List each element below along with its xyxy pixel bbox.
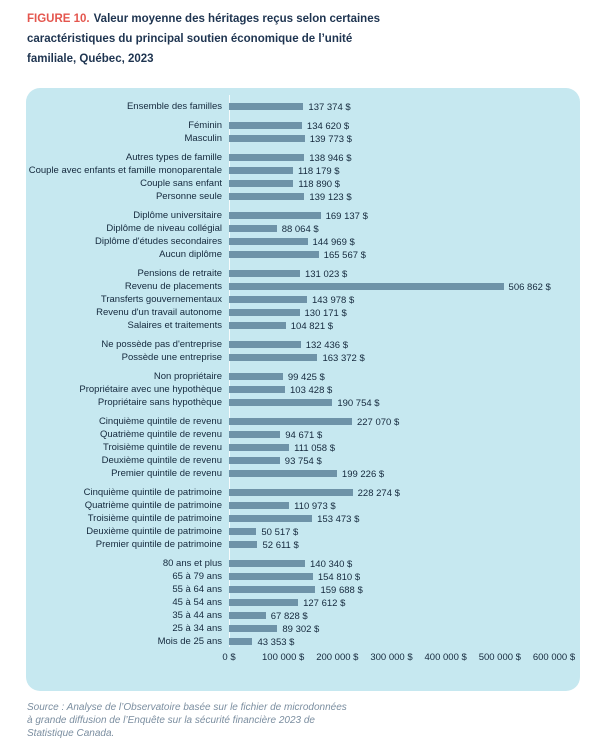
- bar: [229, 586, 315, 593]
- bar-group: [26, 486, 580, 551]
- bar-row: [26, 570, 580, 583]
- bar-row: [26, 132, 580, 145]
- bar-area: [229, 132, 580, 145]
- bar-area: [229, 267, 580, 280]
- value-label: 127 612 $: [303, 597, 346, 609]
- figure-title-line-3: familiale, Québec, 2023: [27, 53, 154, 65]
- figure-title: [27, 9, 380, 69]
- category-label: 80 ans et plus: [162, 558, 222, 569]
- category-label: Couple avec enfants et famille monoparentale: [28, 165, 222, 176]
- bar-area: [229, 235, 580, 248]
- bar-area: [229, 512, 580, 525]
- bar-area: [229, 428, 580, 441]
- bar: [229, 322, 286, 329]
- value-label: 153 473 $: [317, 513, 360, 525]
- bar-row: [26, 622, 580, 635]
- bar: [229, 560, 305, 567]
- bar: [229, 154, 304, 161]
- bar: [229, 193, 304, 200]
- bar-row: [26, 635, 580, 648]
- bar-group: [26, 415, 580, 480]
- source-line-3: Statistique Canada.: [27, 728, 115, 739]
- bar-area: [229, 525, 580, 538]
- bar: [229, 251, 319, 258]
- category-label: Mois de 25 ans: [157, 636, 222, 647]
- bar-row: [26, 383, 580, 396]
- value-label: 139 773 $: [309, 133, 352, 145]
- bar: [229, 354, 317, 361]
- bar-group: [26, 370, 580, 409]
- bar-area: [229, 415, 580, 428]
- figure-title-line-1: [27, 9, 380, 29]
- value-label: 139 123 $: [309, 191, 352, 203]
- bar: [229, 444, 289, 451]
- bar-plot: [26, 100, 580, 648]
- value-label: 163 372 $: [322, 352, 365, 364]
- bar-row: [26, 596, 580, 609]
- bar: [229, 341, 301, 348]
- bar-row: [26, 235, 580, 248]
- category-label: Deuxième quintile de patrimoine: [86, 526, 222, 537]
- x-axis-tick-label: 200 000 $: [316, 652, 359, 663]
- bar-row: [26, 583, 580, 596]
- bar-row: [26, 467, 580, 480]
- bar: [229, 225, 277, 232]
- bar: [229, 638, 252, 645]
- bar: [229, 167, 293, 174]
- bar-area: [229, 319, 580, 332]
- category-label: Aucun diplôme: [159, 249, 222, 260]
- category-label: 35 à 44 ans: [172, 610, 222, 621]
- bar-area: [229, 338, 580, 351]
- bar: [229, 122, 302, 129]
- bar-group: [26, 338, 580, 364]
- category-label: Non propriétaire: [153, 371, 222, 382]
- category-label: Personne seule: [155, 191, 222, 202]
- category-label: Diplôme universitaire: [133, 210, 222, 221]
- category-label: Autres types de famille: [125, 152, 222, 163]
- bar-area: [229, 486, 580, 499]
- value-label: 138 946 $: [309, 152, 352, 164]
- category-label: Premier quintile de revenu: [111, 468, 222, 479]
- bar-row: [26, 454, 580, 467]
- category-label: Quatrième quintile de patrimoine: [84, 500, 222, 511]
- source-line-1: Source : Analyse de l’Observatoire basée sur le fichier de microdonnées: [27, 702, 347, 713]
- bar-area: [229, 209, 580, 222]
- bar: [229, 541, 257, 548]
- bar-area: [229, 100, 580, 113]
- bar-area: [229, 609, 580, 622]
- value-label: 88 064 $: [281, 223, 319, 235]
- category-label: Propriétaire sans hypothèque: [97, 397, 222, 408]
- bar-row: [26, 557, 580, 570]
- bar-area: [229, 583, 580, 596]
- bar: [229, 270, 300, 277]
- bar-area: [229, 370, 580, 383]
- bar: [229, 612, 266, 619]
- bar-group: [26, 557, 580, 648]
- bar-area: [229, 622, 580, 635]
- bar-area: [229, 351, 580, 364]
- x-axis-tick-label: 0 $: [222, 652, 236, 663]
- value-label: 110 973 $: [294, 500, 336, 512]
- bar: [229, 309, 300, 316]
- category-label: 45 à 54 ans: [172, 597, 222, 608]
- bar: [229, 515, 312, 522]
- source-line-2: à grande diffusion de l’Enquête sur la sécurité financière 2023 de: [27, 715, 315, 726]
- bar: [229, 373, 283, 380]
- chart-panel: [26, 88, 580, 691]
- bar: [229, 238, 308, 245]
- figure-title-line-2: caractéristiques du principal soutien économique de l’unité: [27, 33, 353, 45]
- value-label: 130 171 $: [304, 307, 347, 319]
- bar: [229, 212, 321, 219]
- figure-number-label: FIGURE 10.: [27, 13, 90, 25]
- value-label: 165 567 $: [323, 249, 366, 261]
- figure-title-text: Valeur moyenne des héritages reçus selon certaines: [93, 13, 380, 25]
- bar-area: [229, 306, 580, 319]
- bar-row: [26, 609, 580, 622]
- bar-row: [26, 119, 580, 132]
- bar-area: [229, 383, 580, 396]
- category-label: Salaires et traitements: [127, 320, 222, 331]
- bar: [229, 386, 285, 393]
- bar-area: [229, 596, 580, 609]
- source-note: [27, 701, 347, 740]
- value-label: 143 978 $: [311, 294, 355, 306]
- bar: [229, 283, 504, 290]
- bar-row: [26, 190, 580, 203]
- category-label: Transferts gouvernementaux: [100, 294, 222, 305]
- bar-row: [26, 267, 580, 280]
- bar: [229, 296, 307, 303]
- bar-area: [229, 164, 580, 177]
- x-axis-tick-label: 500 000 $: [478, 652, 521, 663]
- x-axis-tick-label: 400 000 $: [424, 652, 467, 663]
- bar: [229, 431, 280, 438]
- bar-area: [229, 248, 580, 261]
- bar-row: [26, 338, 580, 351]
- bar-area: [229, 467, 580, 480]
- bar-row: [26, 441, 580, 454]
- value-label: 103 428 $: [290, 384, 333, 396]
- value-label: 140 340 $: [310, 558, 353, 570]
- value-label: 104 821 $: [290, 320, 334, 332]
- bar: [229, 599, 298, 606]
- x-axis-tick-label: 600 000 $: [532, 652, 576, 663]
- value-label: 67 828 $: [270, 610, 308, 622]
- bar-row: [26, 525, 580, 538]
- bar-area: [229, 499, 580, 512]
- bar-area: [229, 635, 580, 648]
- bar-area: [229, 557, 580, 570]
- bar-row: [26, 293, 580, 306]
- value-label: 227 070 $: [356, 416, 400, 428]
- bar: [229, 135, 305, 142]
- bar-row: [26, 486, 580, 499]
- category-label: Possède une entreprise: [121, 352, 222, 363]
- bar-row: [26, 248, 580, 261]
- category-label: Ensemble des familles: [126, 101, 222, 112]
- bar-area: [229, 293, 580, 306]
- value-label: 118 890 $: [298, 178, 340, 190]
- bar-row: [26, 164, 580, 177]
- category-label: Diplôme d'études secondaires: [95, 236, 222, 247]
- bar: [229, 625, 277, 632]
- bar: [229, 418, 352, 425]
- bar-group: [26, 100, 580, 113]
- category-label: Ne possède pas d'entreprise: [101, 339, 222, 350]
- value-label: 99 425 $: [287, 371, 325, 383]
- value-label: 52 611 $: [262, 539, 299, 551]
- value-label: 169 137 $: [325, 210, 368, 222]
- bar-row: [26, 209, 580, 222]
- value-label: 190 754 $: [337, 397, 380, 409]
- bar: [229, 180, 293, 187]
- bar: [229, 489, 353, 496]
- bar-area: [229, 570, 580, 583]
- bar-row: [26, 222, 580, 235]
- bar-row: [26, 100, 580, 113]
- bar-area: [229, 280, 580, 293]
- bar-area: [229, 119, 580, 132]
- bar-row: [26, 512, 580, 525]
- bar-group: [26, 151, 580, 203]
- bar-area: [229, 222, 580, 235]
- bar-row: [26, 151, 580, 164]
- bar-row: [26, 306, 580, 319]
- value-label: 132 436 $: [305, 339, 348, 351]
- value-label: 94 671 $: [285, 429, 323, 441]
- bar: [229, 399, 332, 406]
- bar: [229, 457, 280, 464]
- category-label: Cinquième quintile de patrimoine: [83, 487, 222, 498]
- value-label: 111 058 $: [294, 442, 336, 454]
- category-label: Premier quintile de patrimoine: [95, 539, 222, 550]
- bar-row: [26, 319, 580, 332]
- bar-row: [26, 428, 580, 441]
- category-label: 55 à 64 ans: [172, 584, 222, 595]
- category-label: Propriétaire avec une hypothèque: [79, 384, 222, 395]
- x-axis-tick-label: 100 000 $: [262, 652, 305, 663]
- bar-group: [26, 209, 580, 261]
- bar-group: [26, 119, 580, 145]
- category-label: Quatrième quintile de revenu: [100, 429, 222, 440]
- bar: [229, 470, 337, 477]
- category-label: Revenu d'un travail autonome: [96, 307, 222, 318]
- bar: [229, 528, 256, 535]
- value-label: 43 353 $: [257, 636, 295, 648]
- bar-row: [26, 351, 580, 364]
- bar-area: [229, 454, 580, 467]
- value-label: 137 374 $: [308, 101, 351, 113]
- category-label: Troisième quintile de revenu: [103, 442, 222, 453]
- bar-row: [26, 396, 580, 409]
- value-label: 134 620 $: [306, 120, 350, 132]
- value-label: 506 862 $: [508, 281, 551, 293]
- value-label: 228 274 $: [357, 487, 400, 499]
- bar: [229, 103, 303, 110]
- bar-row: [26, 177, 580, 190]
- bar-area: [229, 396, 580, 409]
- value-label: 199 226 $: [341, 468, 385, 480]
- bar-row: [26, 415, 580, 428]
- category-label: 65 à 79 ans: [172, 571, 222, 582]
- bar-area: [229, 441, 580, 454]
- value-label: 131 023 $: [304, 268, 348, 280]
- value-label: 154 810 $: [317, 571, 361, 583]
- value-label: 159 688 $: [320, 584, 363, 596]
- bar-area: [229, 151, 580, 164]
- value-label: 89 302 $: [282, 623, 320, 635]
- category-label: Masculin: [184, 133, 222, 144]
- category-label: Pensions de retraite: [137, 268, 222, 279]
- bar-area: [229, 538, 580, 551]
- category-label: Diplôme de niveau collégial: [106, 223, 222, 234]
- bar-area: [229, 190, 580, 203]
- bar-row: [26, 499, 580, 512]
- bar-row: [26, 538, 580, 551]
- bar-group: [26, 267, 580, 332]
- value-label: 118 179 $: [298, 165, 340, 177]
- bar-row: [26, 280, 580, 293]
- category-label: Deuxième quintile de revenu: [101, 455, 222, 466]
- value-label: 144 969 $: [312, 236, 355, 248]
- value-label: 50 517 $: [261, 526, 299, 538]
- category-label: Couple sans enfant: [140, 178, 222, 189]
- bar: [229, 573, 313, 580]
- category-label: Cinquième quintile de revenu: [98, 416, 222, 427]
- value-label: 93 754 $: [284, 455, 322, 467]
- bar-row: [26, 370, 580, 383]
- bar-area: [229, 177, 580, 190]
- category-label: Troisième quintile de patrimoine: [87, 513, 222, 524]
- category-label: Féminin: [188, 120, 222, 131]
- category-label: 25 à 34 ans: [172, 623, 222, 634]
- x-axis: [222, 652, 580, 666]
- bar: [229, 502, 289, 509]
- category-label: Revenu de placements: [124, 281, 222, 292]
- x-axis-tick-label: 300 000 $: [370, 652, 413, 663]
